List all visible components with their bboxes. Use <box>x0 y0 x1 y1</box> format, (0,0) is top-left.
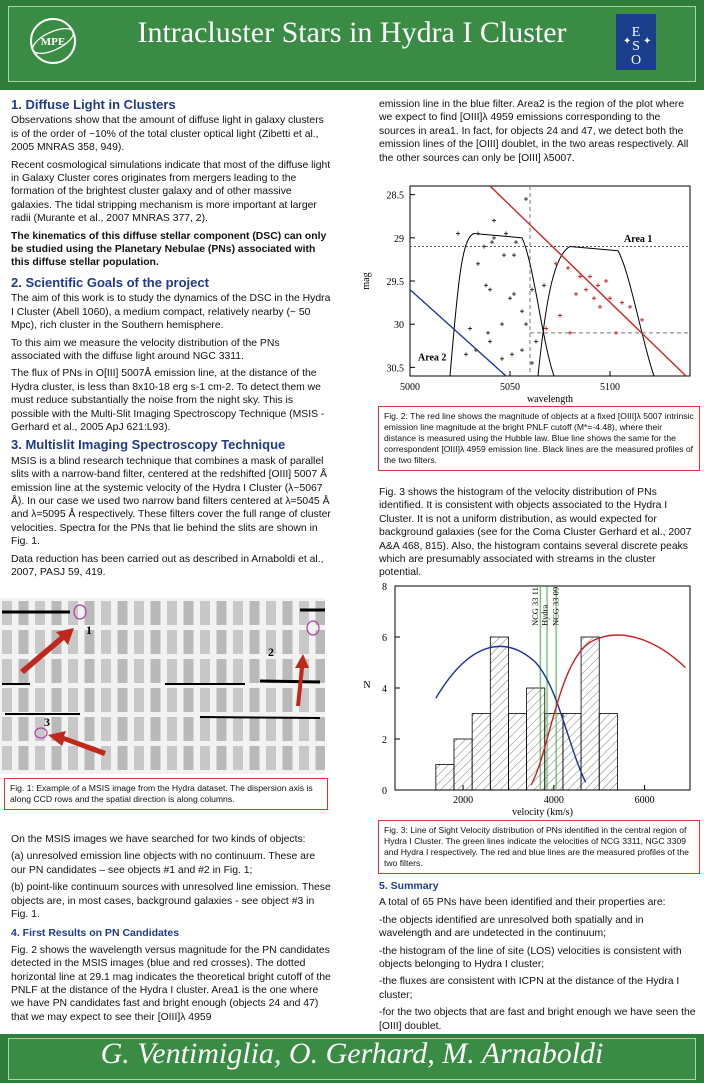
slit-spectrum <box>316 717 326 741</box>
section-2-heading: 2. Scientific Goals of the project <box>11 274 209 290</box>
left-column-bottom <box>11 833 331 1028</box>
slit-spectrum <box>85 688 95 712</box>
slit-spectrum <box>35 746 45 770</box>
slit-spectrum <box>19 630 29 654</box>
slit-spectrum <box>118 688 128 712</box>
slit-spectrum <box>266 601 276 625</box>
s5-item-3: -the fluxes are consistent with ICPN at the distance of the Hydra I cluster; <box>379 976 680 1001</box>
slit-spectrum <box>233 659 243 683</box>
slit-spectrum <box>151 630 161 654</box>
slit-spectrum <box>101 717 111 741</box>
x-tick-label: 4000 <box>543 795 564 806</box>
s5-paragraph-1: A total of 65 PNs have been identified and their properties are: <box>379 897 666 909</box>
slit-spectrum <box>167 601 177 625</box>
s1-paragraph-2: Recent cosmological simulations indicate that most of the diffuse light in Galaxy Cluster cores originates from mergers leading to the formation of the brightest cluster galaxy and of other massive galaxies. The tidal stripping mechanism is more important at larger radii (Murante et al., 2007 MNRAS 377, 2). <box>11 159 331 225</box>
slit-spectrum <box>184 659 194 683</box>
y-tick-label: 6 <box>382 633 387 644</box>
slit-spectrum <box>85 659 95 683</box>
svg-text:✦: ✦ <box>643 36 652 47</box>
svg-text:S: S <box>632 39 640 54</box>
slit-spectrum <box>184 688 194 712</box>
slit-spectrum <box>101 746 111 770</box>
histogram-bar <box>581 637 599 790</box>
s5-item-4: -for the two objects that are fast and bright enough we have seen the [OIII] doublet. <box>379 1007 696 1032</box>
reference-label: NCG 33 11 <box>530 587 541 626</box>
fig3-caption: Fig. 3: Line of Sight Velocity distribution of PNs identified in the central region of Hydra I Cluster. The green lines indicate the velocities of NCG 3311, NGC 3309 and Hydra I respectively. The red and blue lines are the measured profiles of the two filters. <box>378 820 700 874</box>
slit-spectrum <box>250 630 260 654</box>
slit-spectrum <box>19 688 29 712</box>
fig1-label-3: 3 <box>44 715 50 729</box>
slit-spectrum <box>52 688 62 712</box>
slit-spectrum <box>2 717 12 741</box>
slit-spectrum <box>2 630 12 654</box>
slit-spectrum <box>2 659 12 683</box>
s2-paragraph-2: To this aim we measure the velocity distribution of the PNs associated with the diffuse light around NGC 3311. <box>11 337 280 362</box>
slit-spectrum <box>184 630 194 654</box>
fig2-caption: Fig. 2: The red line shows the magnitude of objects at a fixed [OIII]λ 5007 intrinsic emission line magnitude at the bright PNLF cutoff (M*=-4.48), where their distance is measured using the Hubble law. Blue line shows the same for the correspondent [OIII]λ 4959 emission line. Black lines are the measured profiles of the two filters. <box>378 406 700 471</box>
slit-spectrum <box>217 717 227 741</box>
s5-item-1: -the objects identified are unresolved both spatially and in wavelength and are undetected in the continuum; <box>379 914 644 940</box>
s5-item-2: -the histogram of the line of site (LOS) velocities is consistent with objects belonging to Hydra I cluster; <box>379 945 682 971</box>
fig1-label-2: 2 <box>268 645 274 659</box>
histogram-bar <box>454 739 472 790</box>
poster-title: Intracluster Stars in Hydra I Cluster <box>137 16 567 49</box>
slit-spectrum <box>101 630 111 654</box>
slit-spectrum <box>200 688 210 712</box>
slit-spectrum <box>316 746 326 770</box>
slit-spectrum <box>266 746 276 770</box>
slit-spectrum <box>233 688 243 712</box>
svg-text:✦: ✦ <box>623 36 632 47</box>
x-axis-label: velocity (km/s) <box>512 807 573 818</box>
poster-authors: G. Ventimiglia, O. Gerhard, M. Arnaboldi <box>100 1037 604 1070</box>
fig3-velocity-histogram <box>355 578 700 818</box>
svg-text:MPE: MPE <box>40 36 66 48</box>
slit-spectrum <box>35 688 45 712</box>
histogram-bar <box>599 714 617 791</box>
area-1-label: Area 1 <box>624 234 653 246</box>
s3-paragraph-1: MSIS is a blind research technique that combines a mask of parallel slits with a narrow-band filter, centered at the redshifted [OIII] 5007 Å emission line at the systemic velocity of the Hydra I Cluster (λ~5067 Å). In our case we used two narrow band filters centered at λ=5045 Å and λ=5095 Å respectively. These filters cover the full range of cluster velocities. Spectra for the PNs that lie behind the slits are shown in Fig. 1. <box>11 455 331 548</box>
section-1-heading: 1. Diffuse Light in Clusters <box>11 97 176 112</box>
s1-paragraph-3: The kinematics of this diffuse stellar component (DSC) can only be studied using the Planetary Nebulae (PNs) associated with this diffuse stellar population. <box>11 230 327 269</box>
x-tick-label: 2000 <box>453 795 474 806</box>
section-3-heading: 3. Multislit Imaging Spectroscopy Technique <box>11 437 286 453</box>
slit-spectrum <box>151 659 161 683</box>
y-tick-label: 30 <box>394 320 404 332</box>
eso-logo <box>616 14 656 70</box>
s2-paragraph-1: The aim of this work is to study the dynamics of the DSC in the Hydra I Cluster (Abell 1060), a medium compact, relatively nearby (~ 50 Mpc), rich cluster in the Southern hemisphere. <box>11 293 331 332</box>
slit-spectrum <box>134 746 144 770</box>
fig2-wavelength-mag-chart <box>355 178 700 406</box>
slit-spectrum <box>200 717 210 741</box>
slit-spectrum <box>68 659 78 683</box>
section-5-heading: 5. Summary <box>379 880 439 892</box>
slit-spectrum <box>250 659 260 683</box>
slit-spectrum <box>299 746 309 770</box>
slit-spectrum <box>217 630 227 654</box>
slit-spectrum <box>167 746 177 770</box>
slit-spectrum <box>101 688 111 712</box>
x-axis-label: wavelength <box>526 394 574 405</box>
slit-spectrum <box>217 601 227 625</box>
slit-spectrum <box>184 601 194 625</box>
slit-spectrum <box>184 746 194 770</box>
slit-spectrum <box>250 717 260 741</box>
y-tick-label: 2 <box>382 735 387 746</box>
slit-spectrum <box>167 688 177 712</box>
y-axis-label: N <box>363 680 371 691</box>
slit-spectrum <box>200 601 210 625</box>
histogram-bar <box>490 637 508 790</box>
slit-spectrum <box>233 630 243 654</box>
histogram-bar <box>508 714 526 791</box>
s1-paragraph-1: Observations show that the amount of diffuse light in galaxy clusters is of the order of ~10% of the total cluster optical light (Zibetti et al., 2005 MNRAS 358, 949). <box>11 115 324 154</box>
slit-spectrum <box>233 717 243 741</box>
slit-spectrum <box>283 717 293 741</box>
svg-text:O: O <box>630 53 642 68</box>
slit-spectrum <box>118 630 128 654</box>
s3b-paragraph-1: On the MSIS images we have searched for two kinds of objects: <box>11 834 306 845</box>
histogram-bar <box>563 714 581 791</box>
y-tick-label: 30.5 <box>386 363 404 375</box>
fig3-text-paragraph: Fig. 3 shows the histogram of the velocity distribution of PNs identified. It is consistent with objects associated to the Hydra I Cluster. It is not a uniform distribution, as would expected for background galaxies (see for the Coma Cluster Gerhard et al., 2007 A&A 468, 815). Also, the histogram contains several discrete peaks which are presumably associated with streams in the cluster potential. <box>379 487 692 579</box>
x-tick-label: 6000 <box>634 795 655 806</box>
slit-spectrum <box>217 688 227 712</box>
x-tick-label: 5050 <box>500 382 520 393</box>
slit-spectrum <box>233 746 243 770</box>
x-tick-label: 5000 <box>400 382 420 393</box>
slit-spectrum <box>68 717 78 741</box>
slit-spectrum <box>134 688 144 712</box>
slit-spectrum <box>250 601 260 625</box>
y-tick-label: 8 <box>382 582 387 593</box>
slit-spectrum <box>200 630 210 654</box>
slit-spectrum <box>200 659 210 683</box>
slit-spectrum <box>167 630 177 654</box>
slit-spectrum <box>151 601 161 625</box>
s3b-paragraph-2: (a) unresolved emission line objects with no continuum. These are our PN candidates – see objects #1 and #2 in Fig. 1; <box>11 851 316 876</box>
slit-spectrum <box>250 688 260 712</box>
y-axis-label: mag <box>361 272 372 290</box>
right-column-bottom <box>379 880 697 1037</box>
slit-spectrum <box>299 717 309 741</box>
slit-spectrum <box>52 659 62 683</box>
section-4-heading: 4. First Results on PN Candidates <box>11 927 180 940</box>
s3b-paragraph-3: (b) point-like continuum sources with unresolved line emission. These objects are, in most cases, background galaxies - see object #3 in Fig. 1. <box>11 882 331 921</box>
slit-spectrum <box>266 659 276 683</box>
right-column-mid <box>379 486 697 584</box>
s2-paragraph-3: The flux of PNs in O[III] 5007Å emission line, at the distance of the Hydra cluster, is less than 8x10-18 erg s-1 cm-2. To detect them we must reduce substantially the noise from the night sky. This is possible with the Multi-Slit Imaging Spectroscopy Technique (MSIS - Gerhard et al., 2005 ApJ 621:L93). <box>11 368 325 433</box>
slit-spectrum <box>217 746 227 770</box>
slit-spectrum <box>316 601 326 625</box>
fig1-label-1: 1 <box>86 623 92 637</box>
slit-spectrum <box>19 717 29 741</box>
fig1-caption: Fig. 1: Example of a MSIS image from the Hydra dataset. The dispersion axis is along CCD rows and the spatial direction is along columns. <box>4 778 328 810</box>
s3-paragraph-2: Data reduction has been carried out as described in Arnaboldi et al., 2007, PASJ 59, 419. <box>11 553 324 578</box>
histogram-bar <box>472 714 490 791</box>
x-tick-label: 5100 <box>600 382 620 393</box>
left-column <box>11 98 331 583</box>
slit-spectrum <box>134 630 144 654</box>
slit-spectrum <box>233 601 243 625</box>
slit-spectrum <box>118 746 128 770</box>
area-2-label: Area 2 <box>418 352 447 364</box>
y-tick-label: 29 <box>394 233 404 245</box>
slit-spectrum <box>167 659 177 683</box>
slit-spectrum <box>316 659 326 683</box>
slit-spectrum <box>200 746 210 770</box>
slit-spectrum <box>68 688 78 712</box>
s4b-paragraph-1: emission line in the blue filter. Area2 is the region of the plot where we expect to find [OIII]λ 4959 emissions corresponding to the sources in area1. In fact, for objects 24 and 47, we detect both the emission lines of the [OIII] doublet, in the two areas respectively. All the other sources can only be [OIII] λ5007. <box>379 99 689 164</box>
slit-spectrum <box>167 717 177 741</box>
slit-spectrum <box>299 601 309 625</box>
histogram-bar <box>436 765 454 791</box>
slit-spectrum <box>283 746 293 770</box>
slit-spectrum <box>217 659 227 683</box>
y-tick-label: 28.5 <box>386 190 404 202</box>
slit-spectrum <box>299 630 309 654</box>
svg-text:E: E <box>631 25 641 40</box>
slit-spectrum <box>118 717 128 741</box>
slit-spectrum <box>2 746 12 770</box>
slit-spectrum <box>134 659 144 683</box>
slit-spectrum <box>283 630 293 654</box>
fig1-msis-image <box>0 598 325 774</box>
y-tick-label: 4 <box>382 684 387 695</box>
slit-spectrum <box>134 717 144 741</box>
slit-spectrum <box>118 659 128 683</box>
slit-spectrum <box>52 746 62 770</box>
slit-spectrum <box>151 746 161 770</box>
reference-label: Hydra <box>539 604 550 626</box>
s4-paragraph-1: Fig. 2 shows the wavelength versus magnitude for the PN candidates detected in the MSIS images (blue and red crosses). The dotted horizontal line at 29.1 mag indicates the theoretical bright cutoff of the PNLF at the distance of the Hydra I cluster. Area1 is the one where we have PN candidates fast and bright enough (objects 24 and 47) that we may expect to see their [OIII]λ 4959 <box>11 944 331 1023</box>
y-tick-label: 29.5 <box>386 277 404 288</box>
slit-spectrum <box>184 717 194 741</box>
slit-spectrum <box>250 746 260 770</box>
slit-spectrum <box>283 688 293 712</box>
slit-spectrum <box>283 659 293 683</box>
right-column-top <box>379 98 697 169</box>
slit-spectrum <box>266 717 276 741</box>
slit-spectrum <box>2 688 12 712</box>
slit-spectrum <box>19 746 29 770</box>
slit-spectrum <box>68 746 78 770</box>
slit-spectrum <box>134 601 144 625</box>
slit-spectrum <box>316 688 326 712</box>
y-tick-label: 0 <box>382 786 387 797</box>
slit-spectrum <box>85 717 95 741</box>
slit-spectrum <box>101 659 111 683</box>
slit-spectrum <box>151 717 161 741</box>
slit-spectrum <box>118 601 128 625</box>
reference-label: NCG 33 09 <box>550 586 561 626</box>
slit-spectrum <box>266 688 276 712</box>
slit-spectrum <box>283 601 293 625</box>
slit-spectrum <box>101 601 111 625</box>
slit-spectrum <box>151 688 161 712</box>
